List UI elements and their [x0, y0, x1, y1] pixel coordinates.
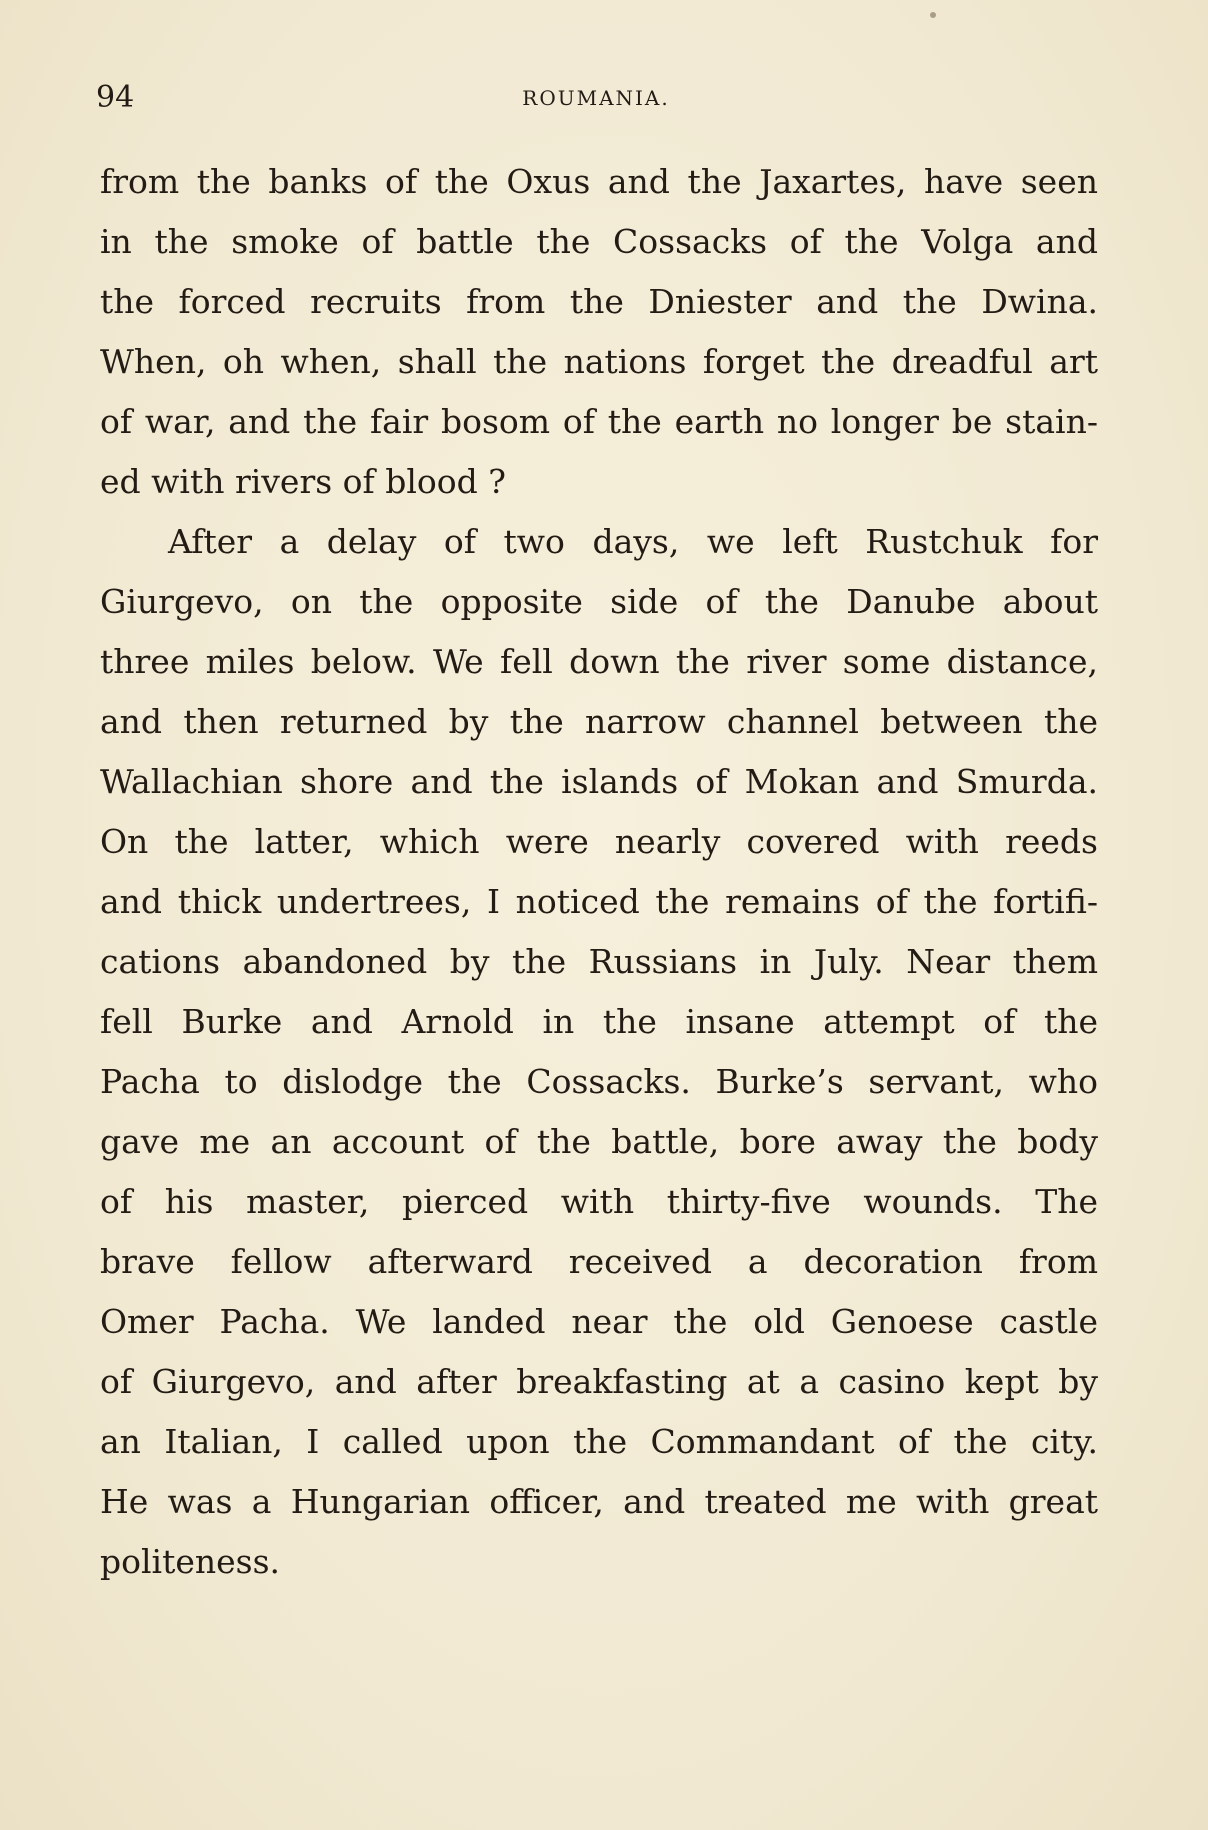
text-line: and thick undertrees, I noticed the remains of the fortifi-	[100, 882, 1098, 921]
body-text	[100, 152, 1098, 1592]
text-line: When, oh when, shall the nations forget the dreadful art	[100, 342, 1098, 381]
running-head: ROUMANIA.	[522, 86, 670, 110]
page-number: 94	[96, 80, 135, 115]
text-line: gave me an account of the battle, bore away the body	[100, 1122, 1098, 1161]
text-line: Pacha to dislodge the Cossacks. Burke’s servant, who	[100, 1062, 1098, 1101]
text-line: Omer Pacha. We landed near the old Genoese castle	[100, 1302, 1098, 1341]
text-line: and then returned by the narrow channel between the	[100, 702, 1098, 741]
text-line: brave fellow afterward received a decoration from	[100, 1242, 1098, 1281]
text-line: Wallachian shore and the islands of Mokan and Smurda.	[100, 762, 1098, 801]
text-line: politeness.	[100, 1542, 281, 1581]
text-line: in the smoke of battle the Cossacks of the Volga and	[100, 222, 1098, 261]
text-line: After a delay of two days, we left Rustchuk for	[168, 522, 1098, 561]
text-line: three miles below. We fell down the river some distance,	[100, 642, 1098, 681]
text-line: of Giurgevo, and after breakfasting at a casino kept by	[100, 1362, 1098, 1401]
text-line: On the latter, which were nearly covered with reeds	[100, 822, 1098, 861]
text-line: an Italian, I called upon the Commandant of the city.	[100, 1422, 1098, 1461]
page-header	[96, 80, 1096, 120]
text-line: of war, and the fair bosom of the earth no longer be stain-	[100, 402, 1098, 441]
text-line: from the banks of the Oxus and the Jaxartes, have seen	[100, 162, 1098, 201]
text-line: Giurgevo, on the opposite side of the Danube about	[100, 582, 1098, 621]
text-line: fell Burke and Arnold in the insane attempt of the	[100, 1002, 1098, 1041]
text-line: of his master, pierced with thirty-five wounds. The	[100, 1182, 1098, 1221]
text-line: cations abandoned by the Russians in July. Near them	[100, 942, 1098, 981]
text-line: ed with rivers of blood ?	[100, 462, 506, 501]
text-line: He was a Hungarian officer, and treated me with great	[100, 1482, 1098, 1521]
text-line: the forced recruits from the Dniester and the Dwina.	[100, 282, 1098, 321]
ink-speck	[930, 12, 936, 18]
